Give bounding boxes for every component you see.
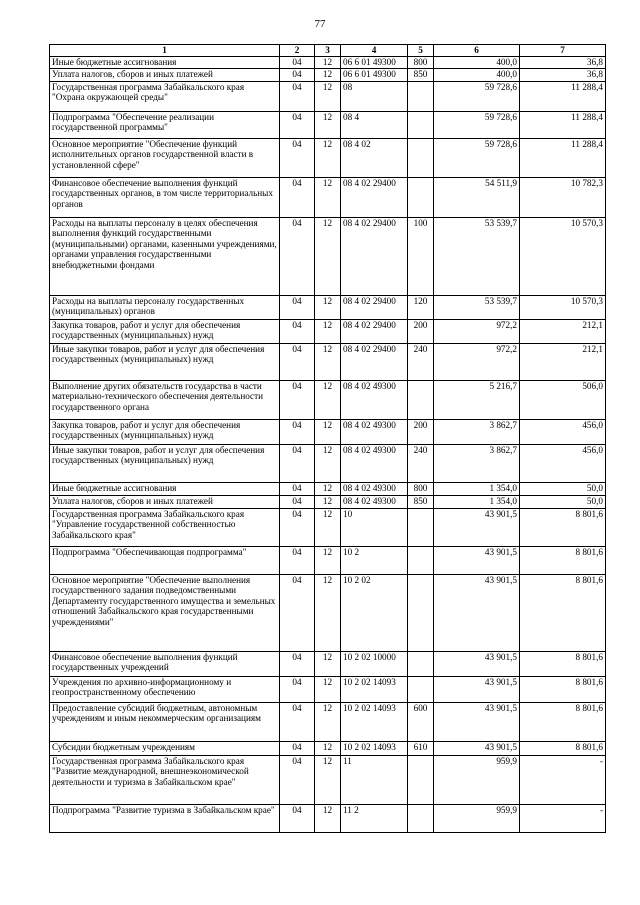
- target-code-cell: 10: [341, 509, 408, 547]
- expense-type-cell: 120: [408, 296, 434, 320]
- section-code-cell: 04: [280, 381, 315, 420]
- amount-plan-cell: 53 539,7: [434, 296, 520, 320]
- table-row: [50, 320, 606, 344]
- expense-name-cell: Закупка товаров, работ и услуг для обеспечения государственных (муниципальных) нужд: [50, 420, 280, 445]
- amount-actual-cell: 456,0: [520, 420, 606, 445]
- amount-actual-cell: -: [520, 805, 606, 833]
- table-row: [50, 677, 606, 703]
- target-code-cell: 08 4 02 29400: [341, 344, 408, 381]
- table-row: [50, 703, 606, 742]
- amount-actual-cell: 8 801,6: [520, 652, 606, 677]
- section-code-cell: 04: [280, 756, 315, 805]
- table-row: [50, 69, 606, 82]
- expense-type-cell: 850: [408, 69, 434, 82]
- subsection-code-cell: 12: [315, 652, 341, 677]
- amount-actual-cell: 506,0: [520, 381, 606, 420]
- section-code-cell: 04: [280, 652, 315, 677]
- expense-name-cell: Расходы на выплаты персоналу в целях обеспечения выполнения функций государственными (муниципальными) органами, казенными учреждениями, органами управления государственными внебюджетными фондами: [50, 218, 280, 296]
- amount-plan-cell: 1 354,0: [434, 496, 520, 509]
- target-code-cell: 08 4 02 49300: [341, 381, 408, 420]
- subsection-code-cell: 12: [315, 82, 341, 112]
- subsection-code-cell: 12: [315, 575, 341, 652]
- amount-actual-cell: 11 288,4: [520, 82, 606, 112]
- amount-plan-cell: 959,9: [434, 805, 520, 833]
- section-code-cell: 04: [280, 805, 315, 833]
- amount-actual-cell: 10 782,3: [520, 178, 606, 218]
- table-row: [50, 742, 606, 756]
- section-code-cell: 04: [280, 509, 315, 547]
- amount-actual-cell: 10 570,3: [520, 296, 606, 320]
- section-code-cell: 04: [280, 69, 315, 82]
- amount-actual-cell: 8 801,6: [520, 575, 606, 652]
- table-row: [50, 57, 606, 69]
- amount-plan-cell: 53 539,7: [434, 218, 520, 296]
- expense-name-cell: Субсидии бюджетным учреждениям: [50, 742, 280, 756]
- column-header: 5: [408, 45, 434, 57]
- expense-name-cell: Иные бюджетные ассигнования: [50, 57, 280, 69]
- amount-plan-cell: 3 862,7: [434, 445, 520, 483]
- expense-type-cell: 200: [408, 320, 434, 344]
- amount-actual-cell: 11 288,4: [520, 139, 606, 178]
- amount-plan-cell: 59 728,6: [434, 139, 520, 178]
- subsection-code-cell: 12: [315, 139, 341, 178]
- expense-type-cell: 240: [408, 445, 434, 483]
- target-code-cell: 10 2 02 14093: [341, 677, 408, 703]
- expense-name-cell: Закупка товаров, работ и услуг для обеспечения государственных (муниципальных) нужд: [50, 320, 280, 344]
- expense-name-cell: Подпрограмма "Обеспечивающая подпрограмма": [50, 547, 280, 575]
- expense-name-cell: Подпрограмма "Обеспечение реализации государственной программы": [50, 112, 280, 139]
- expense-name-cell: Иные закупки товаров, работ и услуг для обеспечения государственных (муниципальных) нужд: [50, 344, 280, 381]
- expense-name-cell: Финансовое обеспечение выполнения функций государственных органов, в том числе территориальных органов: [50, 178, 280, 218]
- subsection-code-cell: 12: [315, 112, 341, 139]
- amount-actual-cell: 8 801,6: [520, 509, 606, 547]
- expense-type-cell: [408, 805, 434, 833]
- table-row: [50, 139, 606, 178]
- amount-plan-cell: 400,0: [434, 69, 520, 82]
- amount-plan-cell: 43 901,5: [434, 742, 520, 756]
- section-code-cell: 04: [280, 139, 315, 178]
- subsection-code-cell: 12: [315, 178, 341, 218]
- expense-type-cell: 240: [408, 344, 434, 381]
- table-row: [50, 509, 606, 547]
- amount-plan-cell: 959,9: [434, 756, 520, 805]
- section-code-cell: 04: [280, 420, 315, 445]
- table-header-row: [50, 45, 606, 57]
- expense-name-cell: Иные бюджетные ассигнования: [50, 483, 280, 496]
- expense-type-cell: [408, 677, 434, 703]
- amount-plan-cell: 972,2: [434, 320, 520, 344]
- target-code-cell: 06 6 01 49300: [341, 69, 408, 82]
- expense-name-cell: Финансовое обеспечение выполнения функций государственных учреждений: [50, 652, 280, 677]
- amount-actual-cell: 36,8: [520, 57, 606, 69]
- page-number: 77: [314, 18, 326, 30]
- target-code-cell: 10 2 02 14093: [341, 703, 408, 742]
- table-row: [50, 296, 606, 320]
- expense-name-cell: Выполнение других обязательств государства в части материально-технического обеспечения деятельности государственного органа: [50, 381, 280, 420]
- section-code-cell: 04: [280, 178, 315, 218]
- amount-plan-cell: 5 216,7: [434, 381, 520, 420]
- target-code-cell: 06 6 01 49300: [341, 57, 408, 69]
- column-header: 7: [520, 45, 606, 57]
- subsection-code-cell: 12: [315, 218, 341, 296]
- subsection-code-cell: 12: [315, 296, 341, 320]
- table-row: [50, 483, 606, 496]
- expense-name-cell: Уплата налогов, сборов и иных платежей: [50, 69, 280, 82]
- subsection-code-cell: 12: [315, 344, 341, 381]
- expense-type-cell: 100: [408, 218, 434, 296]
- expense-type-cell: [408, 575, 434, 652]
- column-header: 4: [341, 45, 408, 57]
- section-code-cell: 04: [280, 703, 315, 742]
- subsection-code-cell: 12: [315, 756, 341, 805]
- expense-type-cell: [408, 756, 434, 805]
- table-row: [50, 420, 606, 445]
- section-code-cell: 04: [280, 742, 315, 756]
- table-row: [50, 805, 606, 833]
- table-row: [50, 82, 606, 112]
- amount-plan-cell: 43 901,5: [434, 547, 520, 575]
- amount-plan-cell: 400,0: [434, 57, 520, 69]
- amount-actual-cell: 8 801,6: [520, 703, 606, 742]
- amount-actual-cell: 10 570,3: [520, 218, 606, 296]
- expense-type-cell: [408, 112, 434, 139]
- target-code-cell: 08 4: [341, 112, 408, 139]
- subsection-code-cell: 12: [315, 381, 341, 420]
- amount-actual-cell: 50,0: [520, 496, 606, 509]
- expense-type-cell: 610: [408, 742, 434, 756]
- amount-plan-cell: 43 901,5: [434, 509, 520, 547]
- column-header: 1: [50, 45, 280, 57]
- column-header: 2: [280, 45, 315, 57]
- subsection-code-cell: 12: [315, 445, 341, 483]
- table-row: [50, 344, 606, 381]
- section-code-cell: 04: [280, 82, 315, 112]
- subsection-code-cell: 12: [315, 496, 341, 509]
- target-code-cell: 08 4 02 29400: [341, 296, 408, 320]
- target-code-cell: 08 4 02 49300: [341, 483, 408, 496]
- expense-type-cell: [408, 381, 434, 420]
- expense-type-cell: 850: [408, 496, 434, 509]
- target-code-cell: 08 4 02 49300: [341, 420, 408, 445]
- amount-actual-cell: 8 801,6: [520, 677, 606, 703]
- expense-type-cell: [408, 547, 434, 575]
- amount-actual-cell: 50,0: [520, 483, 606, 496]
- expense-name-cell: Расходы на выплаты персоналу государственных (муниципальных) органов: [50, 296, 280, 320]
- section-code-cell: 04: [280, 547, 315, 575]
- target-code-cell: 11: [341, 756, 408, 805]
- section-code-cell: 04: [280, 296, 315, 320]
- target-code-cell: 08 4 02 49300: [341, 496, 408, 509]
- expense-type-cell: 800: [408, 57, 434, 69]
- expense-type-cell: [408, 652, 434, 677]
- amount-plan-cell: 59 728,6: [434, 82, 520, 112]
- target-code-cell: 10 2 02: [341, 575, 408, 652]
- table-row: [50, 652, 606, 677]
- subsection-code-cell: 12: [315, 57, 341, 69]
- amount-actual-cell: 11 288,4: [520, 112, 606, 139]
- table-row: [50, 756, 606, 805]
- table-row: [50, 112, 606, 139]
- expense-type-cell: 200: [408, 420, 434, 445]
- subsection-code-cell: 12: [315, 805, 341, 833]
- amount-actual-cell: 8 801,6: [520, 742, 606, 756]
- column-header: 6: [434, 45, 520, 57]
- subsection-code-cell: 12: [315, 547, 341, 575]
- section-code-cell: 04: [280, 57, 315, 69]
- amount-plan-cell: 43 901,5: [434, 575, 520, 652]
- expense-type-cell: [408, 139, 434, 178]
- expense-type-cell: [408, 82, 434, 112]
- section-code-cell: 04: [280, 496, 315, 509]
- subsection-code-cell: 12: [315, 420, 341, 445]
- expense-name-cell: Учреждения по архивно-информационному и геопространственному обеспечению: [50, 677, 280, 703]
- section-code-cell: 04: [280, 320, 315, 344]
- table-row: [50, 496, 606, 509]
- amount-plan-cell: 43 901,5: [434, 652, 520, 677]
- table-row: [50, 178, 606, 218]
- expense-name-cell: Основное мероприятие "Обеспечение функций исполнительных органов государственной власти в установленной сфере": [50, 139, 280, 178]
- section-code-cell: 04: [280, 344, 315, 381]
- target-code-cell: 10 2 02 10000: [341, 652, 408, 677]
- expense-name-cell: Уплата налогов, сборов и иных платежей: [50, 496, 280, 509]
- amount-plan-cell: 972,2: [434, 344, 520, 381]
- amount-actual-cell: 212,1: [520, 344, 606, 381]
- expense-name-cell: Иные закупки товаров, работ и услуг для обеспечения государственных (муниципальных) нужд: [50, 445, 280, 483]
- table-row: [50, 575, 606, 652]
- subsection-code-cell: 12: [315, 320, 341, 344]
- target-code-cell: 10 2 02 14093: [341, 742, 408, 756]
- amount-plan-cell: 3 862,7: [434, 420, 520, 445]
- target-code-cell: 08 4 02 29400: [341, 320, 408, 344]
- section-code-cell: 04: [280, 445, 315, 483]
- expense-type-cell: [408, 178, 434, 218]
- expense-name-cell: Предоставление субсидий бюджетным, автономным учреждениям и иным некоммерческим организациям: [50, 703, 280, 742]
- expense-name-cell: Подпрограмма "Развитие туризма в Забайкальском крае": [50, 805, 280, 833]
- target-code-cell: 08 4 02 29400: [341, 178, 408, 218]
- target-code-cell: 08 4 02 29400: [341, 218, 408, 296]
- section-code-cell: 04: [280, 112, 315, 139]
- amount-plan-cell: 59 728,6: [434, 112, 520, 139]
- subsection-code-cell: 12: [315, 677, 341, 703]
- expense-name-cell: Государственная программа Забайкальского края "Управление государственной собственностью Забайкальского края": [50, 509, 280, 547]
- expense-type-cell: [408, 509, 434, 547]
- subsection-code-cell: 12: [315, 483, 341, 496]
- target-code-cell: 08: [341, 82, 408, 112]
- amount-actual-cell: 456,0: [520, 445, 606, 483]
- amount-plan-cell: 43 901,5: [434, 703, 520, 742]
- expense-type-cell: 600: [408, 703, 434, 742]
- column-header: 3: [315, 45, 341, 57]
- subsection-code-cell: 12: [315, 703, 341, 742]
- expense-name-cell: Государственная программа Забайкальского края "Охрана окружающей среды": [50, 82, 280, 112]
- expense-name-cell: Государственная программа Забайкальского края "Развитие международной, внешнеэкономической деятельности и туризма в Забайкальском крае": [50, 756, 280, 805]
- subsection-code-cell: 12: [315, 69, 341, 82]
- target-code-cell: 08 4 02: [341, 139, 408, 178]
- section-code-cell: 04: [280, 483, 315, 496]
- table-row: [50, 218, 606, 296]
- table-row: [50, 445, 606, 483]
- subsection-code-cell: 12: [315, 509, 341, 547]
- expense-type-cell: 800: [408, 483, 434, 496]
- expense-name-cell: Основное мероприятие "Обеспечение выполнения государственного задания подведомственными Департаменту государственного имущества и земельных отношений Забайкальского края государственными учреждениями": [50, 575, 280, 652]
- section-code-cell: 04: [280, 218, 315, 296]
- amount-plan-cell: 54 511,9: [434, 178, 520, 218]
- table-row: [50, 547, 606, 575]
- section-code-cell: 04: [280, 677, 315, 703]
- subsection-code-cell: 12: [315, 742, 341, 756]
- amount-plan-cell: 43 901,5: [434, 677, 520, 703]
- amount-actual-cell: 36,8: [520, 69, 606, 82]
- target-code-cell: 10 2: [341, 547, 408, 575]
- section-code-cell: 04: [280, 575, 315, 652]
- amount-actual-cell: 8 801,6: [520, 547, 606, 575]
- amount-actual-cell: -: [520, 756, 606, 805]
- amount-actual-cell: 212,1: [520, 320, 606, 344]
- target-code-cell: 11 2: [341, 805, 408, 833]
- budget-table: [49, 44, 606, 833]
- target-code-cell: 08 4 02 49300: [341, 445, 408, 483]
- table-row: [50, 381, 606, 420]
- amount-plan-cell: 1 354,0: [434, 483, 520, 496]
